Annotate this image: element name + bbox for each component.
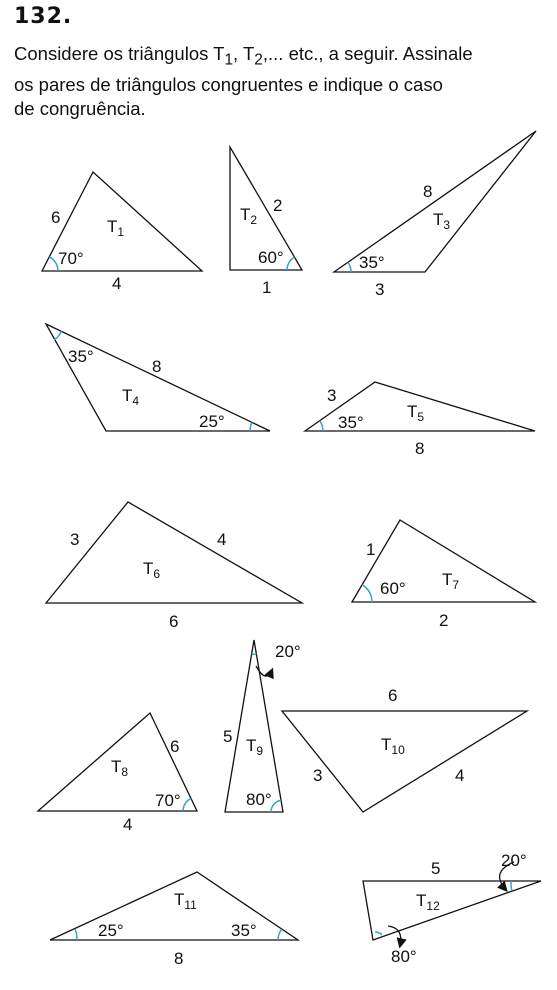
t9-angle-top: 20° — [275, 642, 301, 661]
t4-angle-left: 35° — [68, 347, 94, 366]
angle-arc-t11-left — [75, 929, 77, 940]
t12-angle-right: 20° — [501, 851, 527, 870]
t6-side-right: 4 — [217, 530, 227, 549]
t1-angle: 70° — [58, 249, 84, 268]
triangle-t4 — [46, 324, 270, 431]
triangle-t12 — [363, 881, 541, 940]
angle-arc-t12-right — [511, 881, 512, 891]
t9-side-left: 5 — [223, 727, 233, 746]
t6-label: $T_6$ — [143, 559, 161, 581]
angle-arc-t5 — [320, 421, 323, 431]
triangle-t6 — [46, 502, 302, 603]
t6-side-bottom: 6 — [169, 612, 179, 631]
t10-side-left: 3 — [313, 766, 323, 785]
t5-side-left: 3 — [327, 386, 337, 405]
t7-label: $T_7$ — [442, 570, 460, 592]
prompt-line-2: os pares de triângulos congruentes e indique o caso — [14, 73, 443, 95]
t1-side-bottom: 4 — [112, 274, 122, 293]
t3-angle: 35° — [359, 253, 385, 272]
angle-arc-t1 — [49, 257, 58, 271]
angle-arc-t7 — [362, 585, 372, 602]
t3-side-long: 8 — [423, 182, 433, 201]
t3-side-bottom: 3 — [375, 280, 385, 299]
t12-label: $T_{12}$ — [416, 891, 440, 913]
angle-arc-t4-left — [54, 331, 61, 340]
t8-side-bottom: 4 — [123, 815, 133, 834]
prompt-line-3: de congruência. — [14, 97, 146, 119]
t2-angle: 60° — [258, 248, 284, 267]
angle-arc-t12-left — [375, 932, 382, 935]
t12-side-top: 5 — [431, 859, 441, 878]
t7-angle: 60° — [380, 579, 406, 598]
t4-angle-right: 25° — [199, 412, 225, 431]
t6-side-left: 3 — [70, 530, 80, 549]
t11-angle-right: 35° — [231, 921, 257, 940]
t10-side-right: 4 — [455, 766, 465, 785]
t8-side-right: 6 — [170, 737, 180, 756]
t1-label: $T_1$ — [107, 217, 125, 239]
t4-label: $T_4$ — [122, 386, 140, 408]
angle-arc-t8 — [183, 798, 191, 811]
t8-label: $T_8$ — [111, 757, 129, 779]
angle-arc-t11-right — [278, 929, 282, 940]
t4-side-long: 8 — [152, 357, 162, 376]
t5-label: $T_5$ — [407, 402, 425, 424]
triangle-t3 — [334, 131, 536, 272]
t10-side-top: 6 — [388, 686, 398, 705]
t2-side-bottom: 1 — [262, 278, 272, 297]
t2-side-hyp: 2 — [273, 196, 283, 215]
t7-side-left: 1 — [366, 540, 376, 559]
triangle-t9 — [225, 640, 283, 812]
angle-arc-t3 — [348, 262, 351, 272]
t12-angle-left: 80° — [391, 947, 417, 966]
t11-angle-left: 25° — [98, 921, 124, 940]
t10-label: $T_{10}$ — [381, 735, 405, 757]
t3-label: $T_3$ — [433, 210, 451, 232]
t1-side-left: 6 — [51, 208, 61, 227]
angle-arc-t4-right — [250, 422, 252, 431]
angle-arc-t2 — [287, 257, 294, 270]
t5-angle: 35° — [338, 413, 364, 432]
angle-arc-t9-bottom — [271, 800, 281, 812]
prompt-line-1: Considere os triângulos $T_1$, $T_2$,... etc., a seguir. Assinale — [14, 43, 473, 69]
question-number: 132. — [14, 4, 73, 29]
triangle-t10 — [282, 711, 527, 812]
t9-label: $T_9$ — [246, 736, 264, 758]
t9-angle-bottom: 80° — [246, 790, 272, 809]
t7-side-bottom: 2 — [439, 611, 449, 630]
t5-side-bottom: 8 — [415, 439, 425, 458]
arrow-t12-left — [388, 926, 401, 946]
t11-side-bottom: 8 — [174, 949, 184, 968]
t2-label: $T_2$ — [240, 205, 258, 227]
t11-label: $T_{11}$ — [174, 890, 197, 912]
t8-angle: 70° — [155, 791, 181, 810]
